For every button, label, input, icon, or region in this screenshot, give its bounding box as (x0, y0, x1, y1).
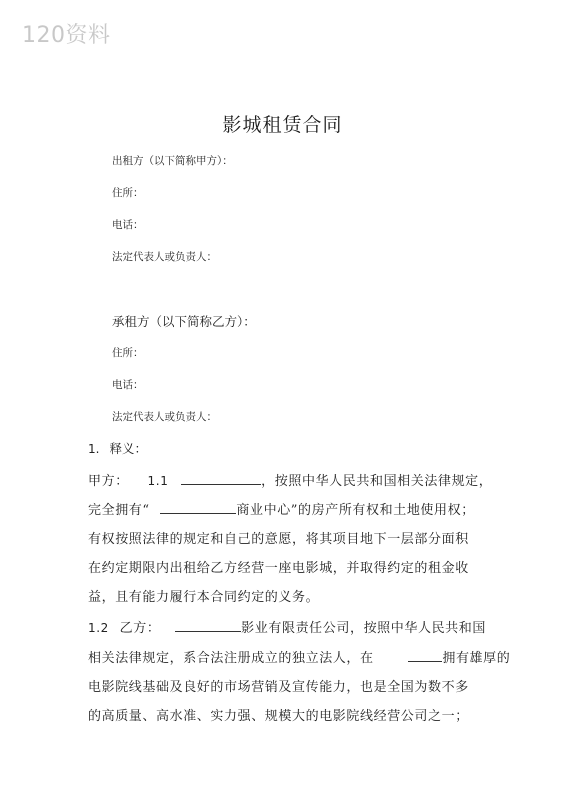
project-name-blank (160, 502, 236, 514)
lessor-phone-label: 电话： (112, 219, 144, 231)
section-1-heading (88, 439, 147, 457)
clause-1-2-line-2-end: 拥有雄厚的 (442, 651, 511, 666)
clause-1-2-line-4: 的高质量、高水准、实力强、规模大的电影院线经营公司之一； (88, 709, 469, 724)
lessor-representative-label: 法定代表人或负责人： (112, 251, 217, 263)
company-name-blank (181, 473, 261, 485)
lessee-representative-label: 法定代表人或负责人： (112, 411, 217, 423)
clause-1-1-line-2-end: 商业中心”的房产所有权和土地使用权； (236, 503, 475, 518)
section-1-label: 释义： (109, 441, 147, 456)
lessor-address-label: 住所： (112, 187, 144, 199)
clause-1-1-line-1 (88, 470, 492, 489)
clause-1-2-party: 乙方： (119, 621, 161, 636)
clause-1-1-line-3: 有权按照法律的规定和自己的意愿，将其项目地下一层部分面积 (88, 532, 469, 547)
lessee-phone-label: 电话： (112, 379, 144, 391)
lessor-heading: 出租方（以下简称甲方）： (112, 155, 233, 167)
film-company-blank (175, 620, 241, 632)
watermark: 120资料 (22, 23, 111, 48)
clause-1-1-number: 1.1 (147, 474, 169, 488)
clause-1-2-line-2-start: 相关法律规定，系合法注册成立的独立法人，在 (88, 651, 374, 666)
clause-1-1-line-2 (88, 499, 475, 518)
clause-1-1-line-2-start: 完全拥有“ (88, 503, 150, 518)
clause-1-2-line-2 (88, 647, 510, 666)
clause-1-1-party: 甲方： (88, 474, 129, 489)
clause-1-2-line-1 (88, 617, 486, 636)
clause-1-1-line-1-text: ，按照中华人民共和国相关法律规定， (261, 474, 493, 489)
region-blank (408, 650, 442, 662)
section-1-number: 1. (88, 442, 100, 456)
lessee-heading: 承租方（以下简称乙方）： (112, 314, 256, 329)
clause-1-1-line-5: 益，且有能力履行本合同约定的义务。 (88, 590, 320, 605)
clause-1-2-number: 1.2 (88, 621, 109, 635)
document-title: 影城租赁合同 (222, 114, 343, 136)
lessee-address-label: 住所： (112, 347, 144, 359)
clause-1-2-line-3: 电影院线基础及良好的市场营销及宣传能力，也是全国为数不多 (88, 680, 469, 695)
clause-1-1-line-4: 在约定期限内出租给乙方经营一座电影城，并取得约定的租金收 (88, 561, 469, 576)
clause-1-2-line-1-text: 影业有限责任公司，按照中华人民共和国 (241, 621, 486, 636)
